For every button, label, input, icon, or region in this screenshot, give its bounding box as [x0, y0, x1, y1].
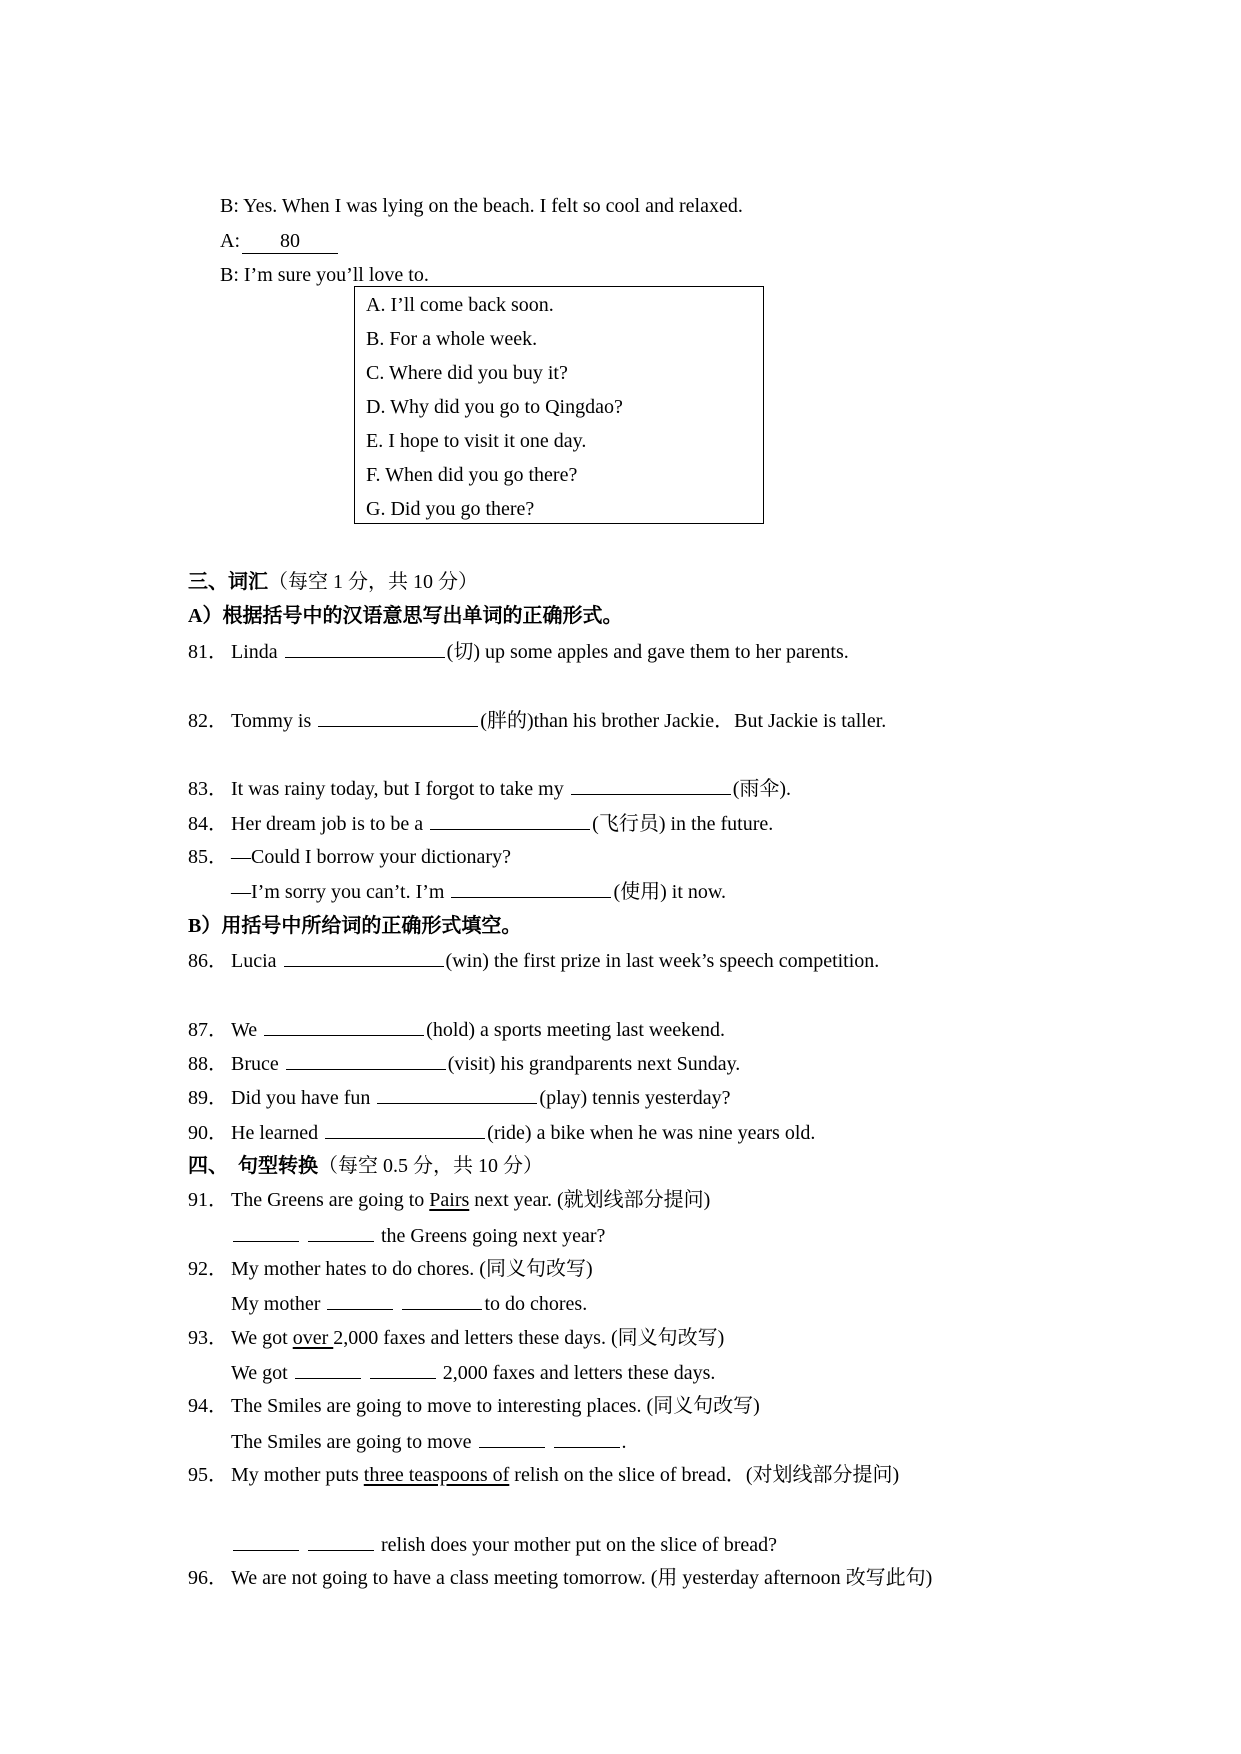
transform-91: 91． The Greens are going to Pairs next year. (就划线部分提问) — [188, 1189, 711, 1211]
dialogue-line-a — [220, 229, 338, 254]
section4-heading — [188, 1154, 543, 1178]
question-90: 90． He learned (ride) a bike when he was nine years old. — [188, 1122, 816, 1144]
blank-80: 80 — [242, 229, 338, 254]
answer-blank[interactable] — [318, 708, 478, 727]
transform-95-answer: relish does your mother put on the slice of bread? — [231, 1532, 777, 1557]
answer-blank[interactable] — [284, 948, 444, 967]
transform-91-answer: the Greens going next year? — [231, 1223, 605, 1248]
question-84: 84． Her dream job is to be a (飞行员) in the future. — [188, 813, 774, 835]
question-83: 83． It was rainy today, but I forgot to take my (雨伞). — [188, 778, 792, 800]
question-88: 88． Bruce (visit) his grandparents next Sunday. — [188, 1053, 741, 1075]
option-b: B. For a whole week. — [366, 328, 538, 350]
question-81: 81． Linda (切) up some apples and gave them to her parents. — [188, 641, 849, 663]
answer-blank[interactable] — [308, 1532, 374, 1551]
answer-blank[interactable] — [370, 1360, 436, 1379]
section4-title: 四、 句型转换 — [188, 1155, 318, 1177]
transform-94: 94． The Smiles are going to move to interesting places. (同义句改写) — [188, 1395, 760, 1417]
answer-blank[interactable] — [308, 1223, 374, 1242]
answer-blank[interactable] — [285, 639, 445, 658]
answer-blank[interactable] — [233, 1532, 299, 1551]
transform-93-answer: We got 2,000 faxes and letters these days. — [231, 1362, 716, 1384]
answer-blank[interactable] — [377, 1085, 537, 1104]
section3-title: 三、词汇 — [188, 571, 268, 593]
speaker-a: A: — [220, 230, 240, 252]
answer-blank[interactable] — [295, 1360, 361, 1379]
question-85-reply: —I’m sorry you can’t. I’m (使用) it now. — [231, 881, 727, 903]
transform-92-answer: My mother to do chores. — [231, 1293, 588, 1315]
answer-blank[interactable] — [571, 776, 731, 795]
dialogue-line-b2: B: I’m sure you’ll love to. — [220, 264, 429, 286]
answer-blank[interactable] — [325, 1120, 485, 1139]
section3-note: （每空 1 分，共 10 分） — [268, 571, 478, 593]
section3-part-b: B）用括号中所给词的正确形式填空。 — [188, 915, 522, 937]
option-g: G. Did you go there? — [366, 498, 535, 520]
answer-blank[interactable] — [327, 1291, 393, 1310]
option-a: A. I’ll come back soon. — [366, 294, 554, 316]
dialogue-line-b1: B: Yes. When I was lying on the beach. I felt so cool and relaxed. — [220, 195, 743, 217]
question-82: 82． Tommy is (胖的)than his brother Jackie．But Jackie is taller. — [188, 710, 887, 732]
question-89: 89． Did you have fun (play) tennis yesterday? — [188, 1087, 731, 1109]
answer-blank[interactable] — [286, 1051, 446, 1070]
answer-blank[interactable] — [430, 811, 590, 830]
answer-blank[interactable] — [451, 879, 611, 898]
option-c: C. Where did you buy it? — [366, 362, 568, 384]
transform-92: 92． My mother hates to do chores. (同义句改写) — [188, 1258, 593, 1280]
answer-blank[interactable] — [233, 1223, 299, 1242]
option-e: E. I hope to visit it one day. — [366, 430, 587, 452]
transform-93: 93． We got over 2,000 faxes and letters these days. (同义句改写) — [188, 1327, 725, 1349]
section3-part-a: A）根据括号中的汉语意思写出单词的正确形式。 — [188, 605, 623, 627]
answer-blank[interactable] — [554, 1429, 620, 1448]
section4-note: （每空 0.5 分，共 10 分） — [318, 1155, 543, 1177]
answer-blank[interactable] — [479, 1429, 545, 1448]
answer-blank[interactable] — [402, 1291, 482, 1310]
question-86: 86． Lucia (win) the first prize in last week’s speech competition. — [188, 950, 880, 972]
question-85: 85． —Could I borrow your dictionary? — [188, 846, 511, 868]
option-f: F. When did you go there? — [366, 464, 578, 486]
transform-95: 95． My mother puts three teaspoons of relish on the slice of bread．(对划线部分提问) — [188, 1464, 900, 1486]
transform-94-answer: The Smiles are going to move . — [231, 1431, 627, 1453]
transform-96: 96． We are not going to have a class meeting tomorrow. (用 yesterday afternoon 改写此句) — [188, 1567, 933, 1589]
question-87: 87． We (hold) a sports meeting last weekend. — [188, 1019, 725, 1041]
section3-heading — [188, 570, 478, 594]
options-box — [354, 286, 764, 524]
option-d: D. Why did you go to Qingdao? — [366, 396, 623, 418]
answer-blank[interactable] — [264, 1017, 424, 1036]
